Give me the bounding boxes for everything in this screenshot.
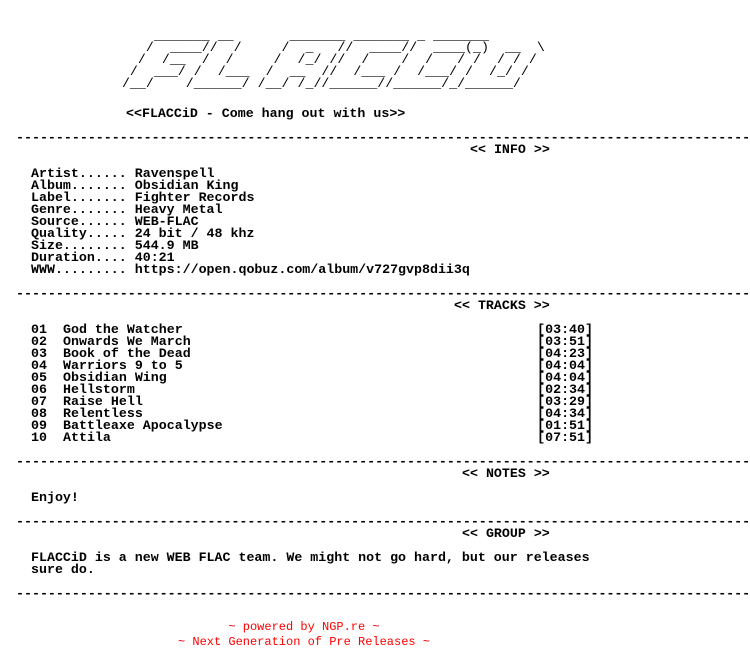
track-number: 10 [31,430,47,445]
info-line: Artist...... Ravenspell [31,166,215,181]
track-title: Book of the Dead [63,346,191,361]
track-duration: [02:34] [537,382,593,397]
track-number: 03 [31,346,47,361]
notes-text: Enjoy! [31,490,79,505]
track-title: Raise Hell [63,394,143,409]
info-line: Duration.... 40:21 [31,250,175,265]
track-title: God the Watcher [63,322,183,337]
track-number: 02 [31,334,47,349]
info-line: Label....... Fighter Records [31,190,255,205]
track-number: 09 [31,418,47,433]
track-title: Warriors 9 to 5 [63,358,183,373]
tagline: <<FLACCiD - Come hang out with us>> [126,106,406,121]
tracks-section-title: << TRACKS >> [454,298,550,313]
group-text: FLACCiD is a new WEB FLAC team. We might not go hard, but our releases sure do. [31,550,590,577]
info-block [31,168,470,276]
track-number: 05 [31,370,47,385]
divider-top: -------------------------------------------------------------------------------------------- [16,130,750,145]
track-duration: [03:51] [537,334,593,349]
divider-bottom: -------------------------------------------------------------------------------------------- [16,586,750,601]
info-line: Genre....... Heavy Metal [31,202,223,217]
info-section-title: << INFO >> [470,142,550,157]
track-title: Attila [63,430,111,445]
track-title: Hellstorm [63,382,135,397]
info-line: Size........ 544.9 MB [31,238,199,253]
flaccid-ascii-logo: _______ __ _______ _______ _ _______ / ____// / / _ // ____// ____(_) __ \ / /__ / / / /_/ // / / / / / / / / / ___/ / /___ / __ // /___ / /___/ / /_/ / /__/ /______/ /__/ /_//______//______/_/______/ [121,28,545,91]
info-line: WWW......... https://open.qobuz.com/album/v727gvp8dii3q [31,262,470,277]
track-duration: [04:23] [537,346,593,361]
track-number: 08 [31,406,47,421]
info-line: Quality..... 24 bit / 48 khz [31,226,255,241]
track-duration: [07:51] [537,430,593,445]
track-title: Obsidian Wing [63,370,167,385]
track-number: 04 [31,358,47,373]
divider-tracks: -------------------------------------------------------------------------------------------- [16,454,750,469]
track-duration: [04:04] [537,370,593,385]
info-line: Album....... Obsidian King [31,178,239,193]
track-title: Onwards We March [63,334,191,349]
track-number: 07 [31,394,47,409]
group-section-title: << GROUP >> [462,526,550,541]
track-duration: [03:40] [537,322,593,337]
notes-section-title: << NOTES >> [462,466,550,481]
track-title: Relentless [63,406,143,421]
track-row [31,432,593,444]
track-row [31,420,593,432]
track-duration: [01:51] [537,418,593,433]
track-number: 06 [31,382,47,397]
info-line: Source...... WEB-FLAC [31,214,199,229]
footer-tagline[interactable]: ~ Next Generation of Pre Releases ~ [177,635,431,649]
track-title: Battleaxe Apocalypse [63,418,223,433]
track-duration: [04:04] [537,358,593,373]
footer-powered-by[interactable]: ~ powered by NGP.re ~ [228,620,380,634]
divider-info: -------------------------------------------------------------------------------------------- [16,286,750,301]
tracklist [31,324,593,444]
divider-notes: -------------------------------------------------------------------------------------------- [16,514,750,529]
track-number: 01 [31,322,47,337]
track-duration: [04:34] [537,406,593,421]
track-duration: [03:29] [537,394,593,409]
